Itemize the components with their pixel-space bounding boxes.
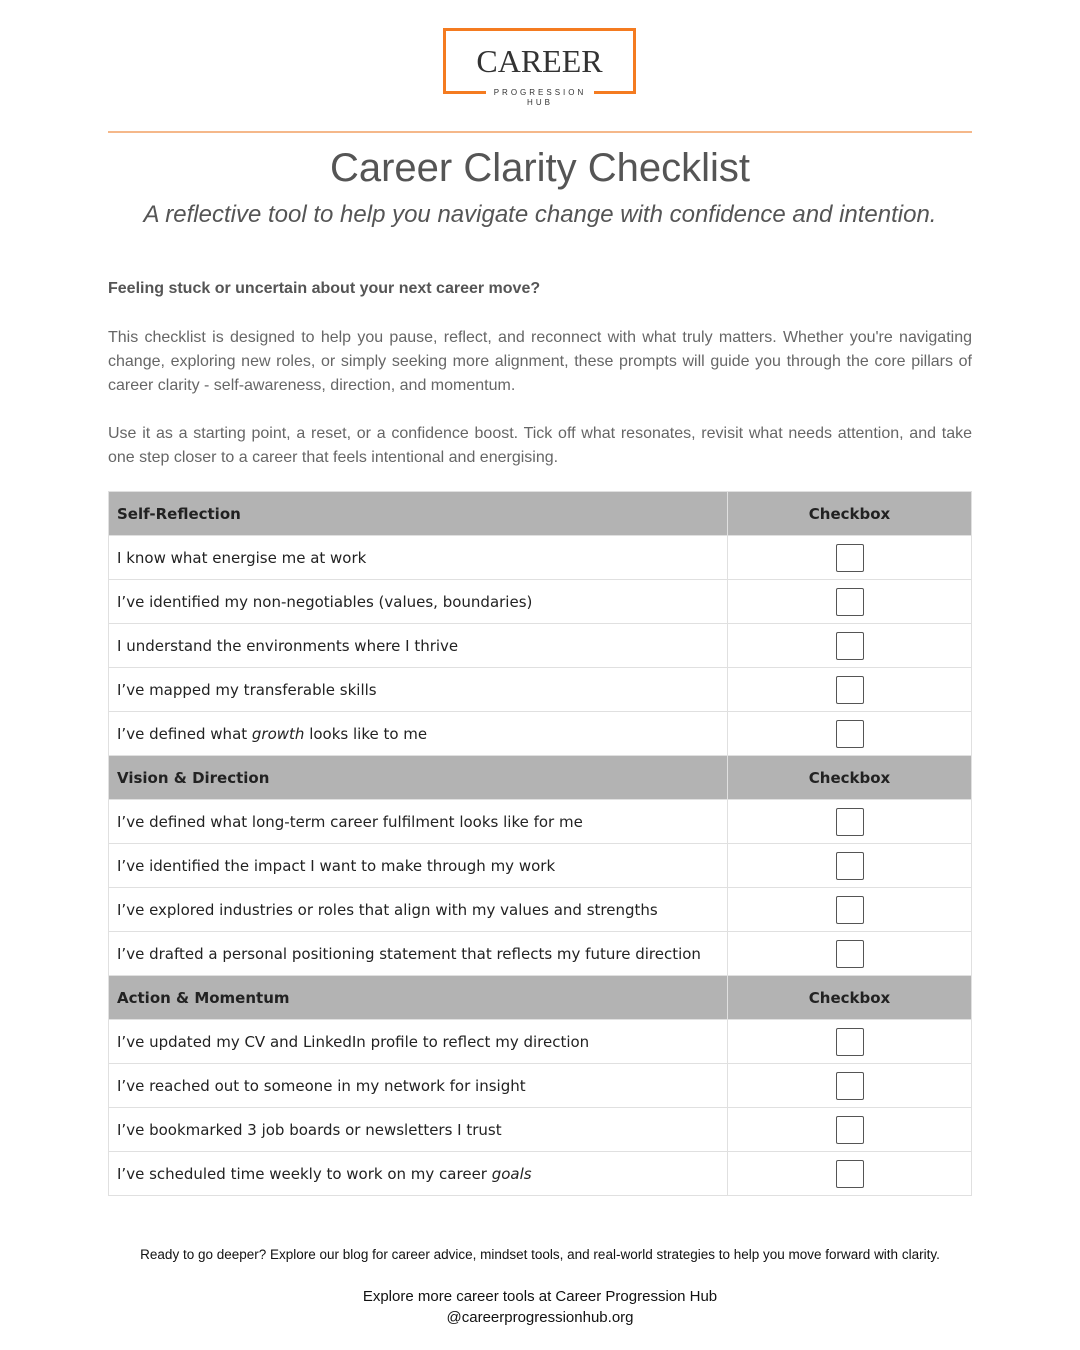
checklist-item-text xyxy=(109,844,728,888)
checkbox[interactable] xyxy=(836,1116,864,1144)
checklist-item-text xyxy=(109,932,728,976)
section-title: Self-Reflection xyxy=(109,492,728,536)
checkbox[interactable] xyxy=(836,588,864,616)
checkbox-cell xyxy=(728,888,972,932)
checklist-table xyxy=(108,491,972,1196)
checkbox-cell xyxy=(728,932,972,976)
checklist-row xyxy=(109,800,972,844)
checkbox[interactable] xyxy=(836,720,864,748)
checklist-item-text xyxy=(109,1152,728,1196)
checklist-row xyxy=(109,668,972,712)
checkbox[interactable] xyxy=(836,808,864,836)
checkbox-column-header: Checkbox xyxy=(728,976,972,1020)
page-subtitle: A reflective tool to help you navigate change with confidence and intention. xyxy=(143,201,937,228)
checklist-row xyxy=(109,888,972,932)
checklist-row xyxy=(109,580,972,624)
checkbox-cell xyxy=(728,712,972,756)
item-text: I know what energise me at work xyxy=(117,548,367,567)
section-header-row xyxy=(109,976,972,1020)
checkbox[interactable] xyxy=(836,676,864,704)
checklist-row xyxy=(109,932,972,976)
footer-line-1: Explore more career tools at Career Progression Hub xyxy=(362,1288,718,1305)
logo-subtitle xyxy=(486,88,594,108)
checkbox[interactable] xyxy=(836,896,864,924)
logo-subtitle-line2: HUB xyxy=(527,98,553,107)
item-text: I’ve reached out to someone in my network for insight xyxy=(117,1076,526,1095)
checkbox-cell xyxy=(728,536,972,580)
intro-lead: Feeling stuck or uncertain about your next career move? xyxy=(108,280,541,297)
checklist-row xyxy=(109,536,972,580)
checkbox[interactable] xyxy=(836,852,864,880)
checkbox-cell xyxy=(728,624,972,668)
item-emphasis: growth xyxy=(251,724,305,743)
section-header-row xyxy=(109,492,972,536)
checkbox-cell xyxy=(728,580,972,624)
item-text: I understand the environments where I thrive xyxy=(117,636,459,655)
checklist-item-text xyxy=(109,580,728,624)
section-title: Action & Momentum xyxy=(109,976,728,1020)
item-text: I’ve drafted a personal positioning statement that reflects my future direction xyxy=(117,944,701,963)
checklist-row xyxy=(109,1152,972,1196)
checklist-row xyxy=(109,1064,972,1108)
item-emphasis: goals xyxy=(491,1164,532,1183)
checkbox-column-header: Checkbox xyxy=(728,756,972,800)
checkbox[interactable] xyxy=(836,1072,864,1100)
checkbox[interactable] xyxy=(836,1160,864,1188)
checkbox[interactable] xyxy=(836,1028,864,1056)
checklist-item-text xyxy=(109,624,728,668)
item-text: I’ve identified my non-negotiables (values, boundaries) xyxy=(117,592,533,611)
checklist-row xyxy=(109,1020,972,1064)
checkbox[interactable] xyxy=(836,544,864,572)
item-text: I’ve defined what xyxy=(117,724,252,743)
logo-subtitle-line1: PROGRESSION xyxy=(493,88,587,97)
checkbox-cell xyxy=(728,1108,972,1152)
footer-links xyxy=(0,1286,1080,1328)
checklist-item-text xyxy=(109,1064,728,1108)
item-text: I’ve scheduled time weekly to work on my career xyxy=(117,1164,492,1183)
checkbox-column-header: Checkbox xyxy=(728,492,972,536)
checkbox-cell xyxy=(728,844,972,888)
checkbox-cell xyxy=(728,1020,972,1064)
checklist-item-text xyxy=(109,800,728,844)
checkbox-cell xyxy=(728,800,972,844)
section-title: Vision & Direction xyxy=(109,756,728,800)
brand-logo xyxy=(443,28,636,94)
section-header-row xyxy=(109,756,972,800)
checklist-row xyxy=(109,712,972,756)
item-text: I’ve updated my CV and LinkedIn profile to reflect my direction xyxy=(117,1032,590,1051)
checklist-item-text xyxy=(109,712,728,756)
checkbox-cell xyxy=(728,1064,972,1108)
checklist-row xyxy=(109,624,972,668)
item-text-tail: looks like to me xyxy=(304,724,428,743)
item-text: I’ve explored industries or roles that align with my values and strengths xyxy=(117,900,658,919)
checklist-item-text xyxy=(109,1108,728,1152)
checklist-row xyxy=(109,844,972,888)
checkbox-cell xyxy=(728,668,972,712)
logo-wordmark: CAREER xyxy=(476,43,603,79)
header-divider xyxy=(108,131,972,133)
intro-paragraph-2: Use it as a starting point, a reset, or a confidence boost. Tick off what resonates, revisit what needs attention, and take one step closer to a career that feels intentional and energising. xyxy=(108,425,972,466)
checkbox[interactable] xyxy=(836,632,864,660)
checklist-item-text xyxy=(109,888,728,932)
checklist-item-text xyxy=(109,1020,728,1064)
checklist-row xyxy=(109,1108,972,1152)
intro-paragraph-1: This checklist is designed to help you pause, reflect, and reconnect with what truly matters. Whether you're navigating change, exploring new roles, or simply seeking more alignment, these prompts will guide you through the core pillars of career clarity - self-awareness, direction, and momentum. xyxy=(108,329,972,394)
item-text: I’ve bookmarked 3 job boards or newsletters I trust xyxy=(117,1120,502,1139)
checklist-item-text xyxy=(109,536,728,580)
item-text: I’ve identified the impact I want to make through my work xyxy=(117,856,556,875)
page-title: Career Clarity Checklist xyxy=(329,146,751,190)
checklist-item-text xyxy=(109,668,728,712)
footer-handle[interactable]: @careerprogressionhub.org xyxy=(446,1309,634,1326)
footer-cta: Ready to go deeper? Explore our blog for career advice, mindset tools, and real-world strategies to help you move forward with clarity. xyxy=(140,1247,940,1262)
item-text: I’ve defined what long-term career fulfilment looks like for me xyxy=(117,812,583,831)
checkbox[interactable] xyxy=(836,940,864,968)
item-text: I’ve mapped my transferable skills xyxy=(117,680,377,699)
checkbox-cell xyxy=(728,1152,972,1196)
